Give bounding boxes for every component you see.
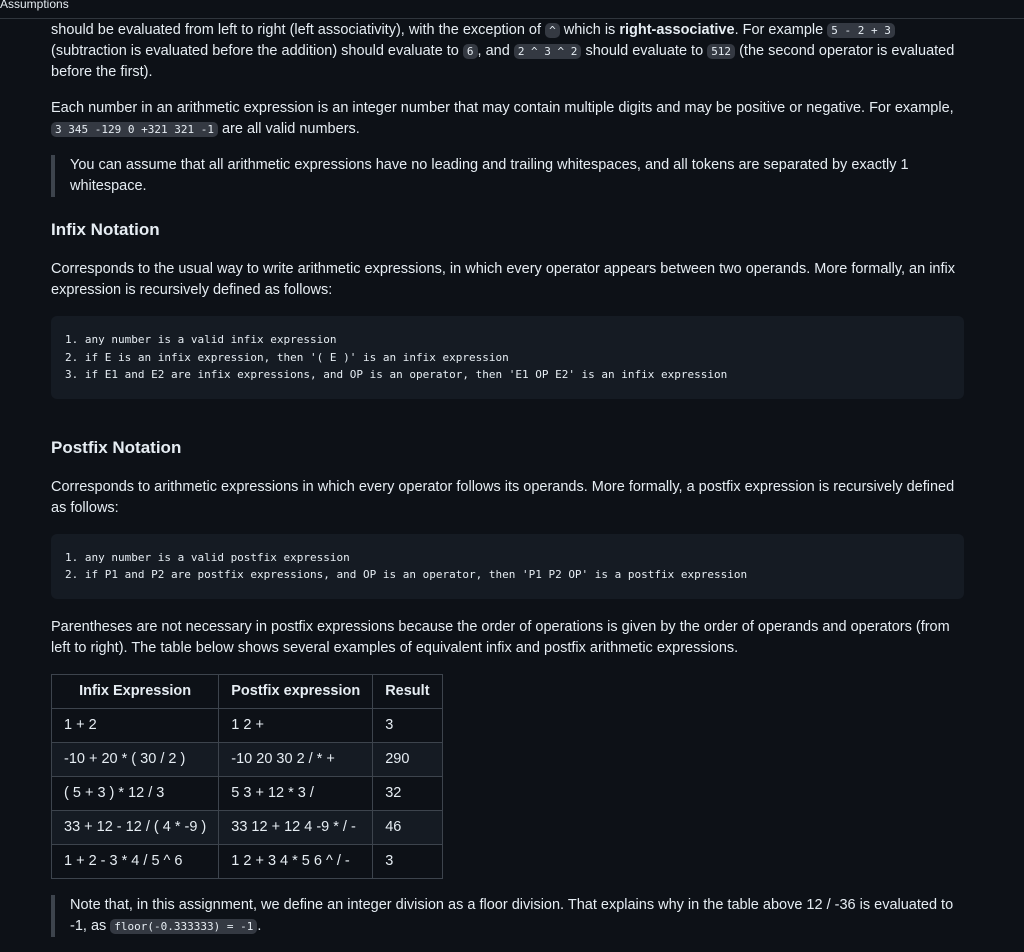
table-row — [52, 810, 443, 844]
readme-content — [51, 20, 964, 952]
expressions-table — [51, 674, 443, 879]
column-header: Postfix expression — [219, 674, 373, 708]
table-cell: 1 + 2 — [52, 708, 219, 742]
table-cell: 46 — [373, 810, 442, 844]
table-cell: -10 20 30 2 / * + — [219, 742, 373, 776]
table-cell: 32 — [373, 776, 442, 810]
inline-code: 512 — [707, 44, 735, 59]
infix-code-block: 1. any number is a valid infix expression 2. if E is an infix expression, then '( E )' is an infix expression 3. if E1 and E2 are infix expressions, and OP is an operator, then 'E1 OP E2' is an infix expression — [51, 316, 964, 399]
table-row — [52, 742, 443, 776]
postfix-heading: Postfix Notation — [51, 437, 182, 457]
header-divider — [0, 0, 1024, 19]
text: are all valid numbers. — [217, 121, 360, 137]
table-row — [52, 708, 443, 742]
postfix-code-block: 1. any number is a valid postfix expression 2. if P1 and P2 are postfix expressions, and OP is an operator, then 'P1 P2 OP' is a postfix expression — [51, 534, 964, 599]
floor-division-note — [51, 895, 964, 937]
inline-code: ^ — [545, 23, 560, 38]
bold-text: right-associative — [619, 22, 735, 38]
table-cell: 1 2 + — [219, 708, 373, 742]
column-header: Result — [373, 674, 442, 708]
inline-code: floor(-0.333333) = -1 — [110, 919, 257, 934]
table-row — [52, 776, 443, 810]
text: (the second operator is evaluated before the first). — [51, 43, 955, 80]
intro-paragraph-2 — [51, 98, 964, 140]
table-cell: -10 + 20 * ( 30 / 2 ) — [52, 742, 219, 776]
infix-heading: Infix Notation — [51, 220, 160, 239]
text: which is — [559, 22, 620, 38]
table-cell: 1 2 + 3 4 * 5 6 ^ / - — [219, 844, 373, 878]
text: . — [257, 917, 262, 934]
text: , and — [477, 43, 514, 59]
inline-code: 6 — [463, 44, 478, 59]
text: (subtraction is evaluated before the addition) should evaluate to — [51, 43, 463, 59]
infix-description: Corresponds to the usual way to write arithmetic expressions, in which every operator appears between two operands. More formally, an infix expression is recursively defined as follows: — [51, 261, 955, 298]
note-text: Note that, in this assignment, we define an integer division as a floor division. That explains why in the table above 12 / -36 is evaluated to -1, as — [70, 896, 954, 934]
column-header: Infix Expression — [52, 674, 219, 708]
table-row — [52, 844, 443, 878]
table-cell: 3 — [373, 844, 442, 878]
note-text: You can assume that all arithmetic expressions have no leading and trailing whitespaces, and all tokens are separated by exactly 1 whitespace. — [70, 157, 909, 194]
note-blockquote — [51, 155, 964, 197]
intro-paragraph-1 — [51, 20, 964, 83]
postfix-description: Corresponds to arithmetic expressions in which every operator follows its operands. More formally, a postfix expression is recursively defined as follows: — [51, 478, 955, 516]
postfix-explanation: Parentheses are not necessary in postfix expressions because the order of operations is given by the order of operands and operators (from left to right). The table below shows several examples of equivalent infix and postfix arithmetic expressions. — [51, 618, 950, 656]
text: should be evaluated from left to right (left associativity), with the exception of — [51, 22, 546, 38]
table-header-row — [52, 674, 443, 708]
table-cell: 5 3 + 12 * 3 / — [219, 776, 373, 810]
text: . For example — [734, 22, 828, 38]
text: Each number in an arithmetic expression is an integer number that may contain multiple digits and may be positive or negative. For example, — [51, 100, 954, 116]
inline-code: 2 ^ 3 ^ 2 — [514, 44, 582, 59]
table-cell: 3 — [373, 708, 442, 742]
table-cell: 33 + 12 - 12 / ( 4 * -9 ) — [52, 810, 219, 844]
table-cell: 33 12 + 12 4 -9 * / - — [219, 810, 373, 844]
inline-code: 3 345 -129 0 +321 321 -1 — [51, 122, 218, 137]
table-cell: ( 5 + 3 ) * 12 / 3 — [52, 776, 219, 810]
clipped-heading: Assumptions — [0, 0, 69, 11]
inline-code: 5 - 2 + 3 — [827, 23, 895, 38]
table-cell: 290 — [373, 742, 442, 776]
table-cell: 1 + 2 - 3 * 4 / 5 ^ 6 — [52, 844, 219, 878]
text: should evaluate to — [581, 43, 708, 59]
